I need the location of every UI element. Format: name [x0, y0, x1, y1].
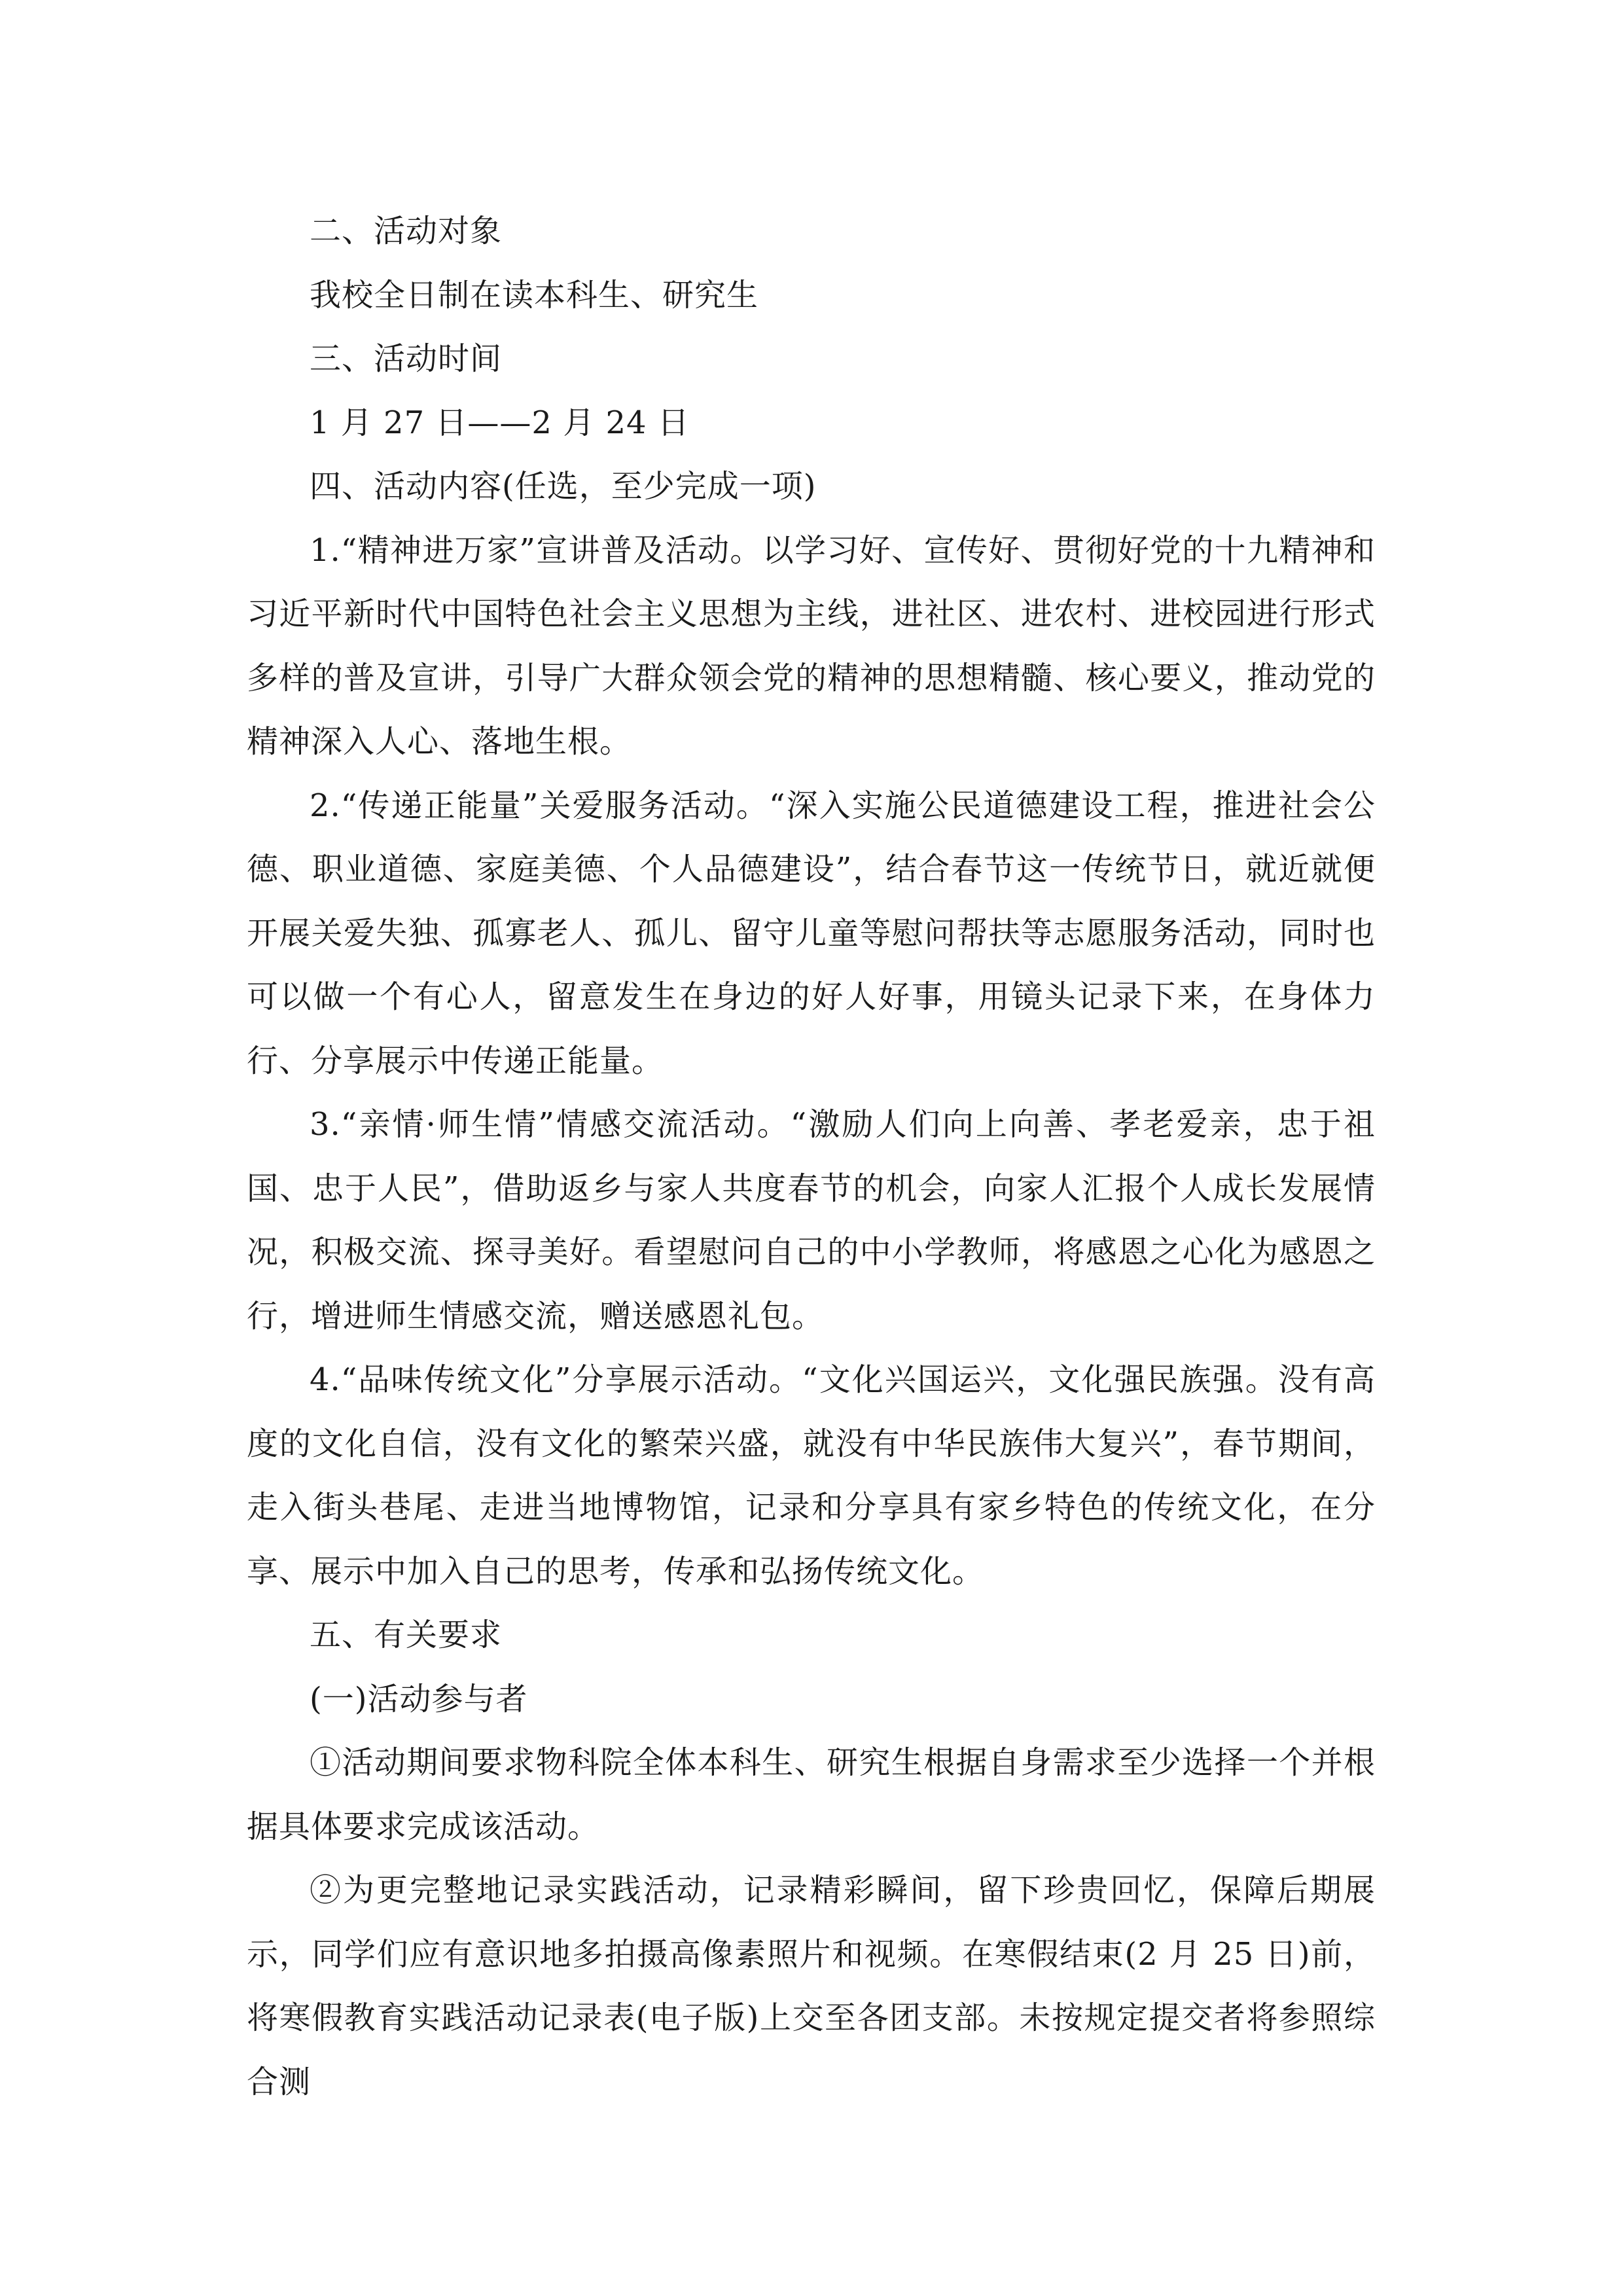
paragraph-content-item-1: 1.“精神进万家”宣讲普及活动。以学习好、宣传好、贯彻好党的十九精神和习近平新时代中国特色社会主义思想为主线，进社区、进农村、进校园进行形式多样的普及宣讲，引导广大群众领会党的精神的思想精髓、核心要义，推动党的精神深入人心、落地生根。 — [247, 531, 1376, 760]
paragraph-requirement-1: ①活动期间要求物科院全体本科生、研究生根据自身需求至少选择一个并根据具体要求完成该活动。 — [247, 1744, 1376, 1845]
heading-activity-target: 二、活动对象 — [310, 213, 503, 249]
heading-activity-content: 四、活动内容(任选，至少完成一项) — [310, 468, 817, 505]
subheading-participants: (一)活动参与者 — [310, 1680, 528, 1717]
heading-activity-time: 三、活动时间 — [310, 340, 503, 377]
paragraph-requirement-2: ②为更完整地记录实践活动，记录精彩瞬间，留下珍贵回忆，保障后期展示，同学们应有意识地多拍摄高像素照片和视频。在寒假结束(2 月 25 日)前，将寒假教育实践活动记录表(电子版)上交至各团支部。未按规定提交者将参照综合测 — [247, 1872, 1376, 2100]
heading-requirements: 五、有关要求 — [310, 1617, 503, 1653]
paragraph-target-description: 我校全日制在读本科生、研究生 — [310, 276, 759, 314]
paragraph-content-item-2: 2.“传递正能量”关爱服务活动。“深入实施公民道德建设工程，推进社会公德、职业道德、家庭美德、个人品德建设”，结合春节这一传统节日，就近就便开展关爱失独、孤寡老人、孤儿、留守儿童等慰问帮扶等志愿服务活动，同时也可以做一个有心人，留意发生在身边的好人好事，用镜头记录下来，在身体力行、分享展示中传递正能量。 — [247, 787, 1376, 1079]
document-body — [247, 200, 1376, 2114]
paragraph-content-item-4: 4.“品味传统文化”分享展示活动。“文化兴国运兴，文化强民族强。没有高度的文化自信，没有文化的繁荣兴盛，就没有中华民族伟大复兴”，春节期间，走入街头巷尾、走进当地博物馆，记录和分享具有家乡特色的传统文化，在分享、展示中加入自己的思考，传承和弘扬传统文化。 — [247, 1361, 1376, 1590]
paragraph-content-item-3: 3.“亲情·师生情”情感交流活动。“激励人们向上向善、孝老爱亲，忠于祖国、忠于人民”，借助返乡与家人共度春节的机会，向家人汇报个人成长发展情况，积极交流、探寻美好。看望慰问自己的中小学教师，将感恩之心化为感恩之行，增进师生情感交流，赠送感恩礼包。 — [247, 1106, 1376, 1335]
paragraph-time-range: 1 月 27 日——2 月 24 日 — [310, 404, 690, 441]
